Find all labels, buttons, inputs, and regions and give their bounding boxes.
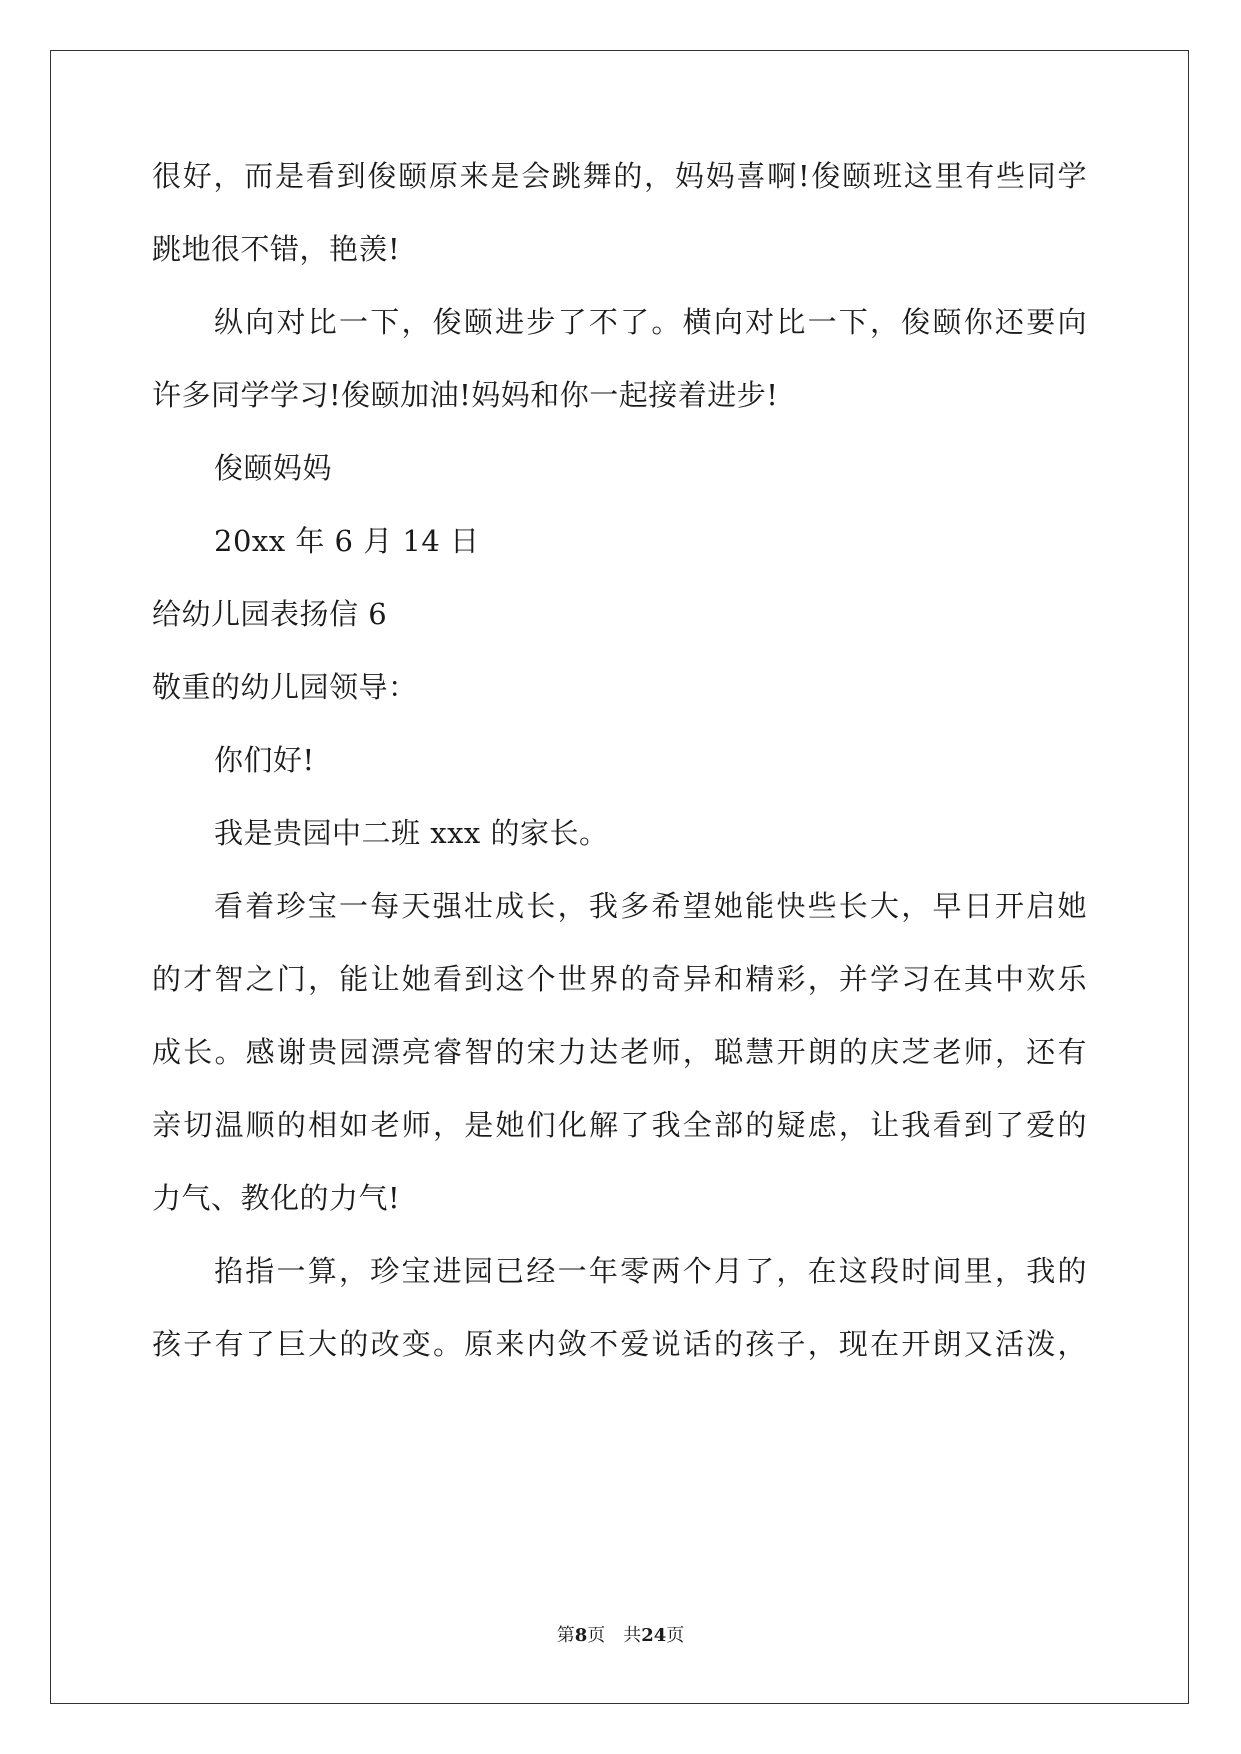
section-heading: 给幼儿园表扬信 6 xyxy=(152,597,388,631)
text-line-13: 成长。感谢贵园漂亮睿智的宋力达老师，聪慧开朗的庆芝老师，还有 xyxy=(152,1035,1087,1069)
text-line-1: 很好，而是看到俊颐原来是会跳舞的，妈妈喜啊!俊颐班这里有些同学 xyxy=(152,159,1087,193)
text-line-15: 力气、教化的力气! xyxy=(152,1181,401,1215)
text-line-3: 纵向对比一下，俊颐进步了不了。横向对比一下，俊颐你还要向 xyxy=(214,305,1087,339)
text-line-16: 掐指一算，珍宝进园已经一年零两个月了，在这段时间里，我的 xyxy=(214,1254,1087,1288)
footer-total-prefix: 共 xyxy=(623,1625,642,1646)
text-line-4: 许多同学学习!俊颐加油!妈妈和你一起接着进步! xyxy=(152,378,779,412)
text-line-10: 我是贵园中二班 xxx 的家长。 xyxy=(214,816,609,850)
footer-page-unit: 页 xyxy=(587,1625,606,1646)
footer-prefix: 第 xyxy=(556,1625,575,1646)
page-frame xyxy=(50,50,1189,1704)
text-line-17: 孩子有了巨大的改变。原来内敛不爱说话的孩子，现在开朗又活泼， xyxy=(152,1327,1087,1361)
page-footer xyxy=(0,1624,1241,1648)
signature-date: 20xx 年 6 月 14 日 xyxy=(214,524,480,558)
text-line-2: 跳地很不错，艳羡! xyxy=(152,232,401,266)
text-line-14: 亲切温顺的相如老师，是她们化解了我全部的疑虑，让我看到了爱的 xyxy=(152,1108,1087,1142)
total-page-count: 24 xyxy=(641,1625,667,1646)
footer-total-unit: 页 xyxy=(666,1625,685,1646)
greeting: 你们好! xyxy=(214,743,315,777)
current-page-number: 8 xyxy=(574,1625,588,1646)
salutation: 敬重的幼儿园领导： xyxy=(152,670,418,704)
text-line-11: 看着珍宝一每天强壮成长，我多希望她能快些长大，早日开启她 xyxy=(214,889,1087,923)
signature-name: 俊颐妈妈 xyxy=(214,451,333,485)
text-line-12: 的才智之门，能让她看到这个世界的奇异和精彩，并学习在其中欢乐 xyxy=(152,962,1087,996)
